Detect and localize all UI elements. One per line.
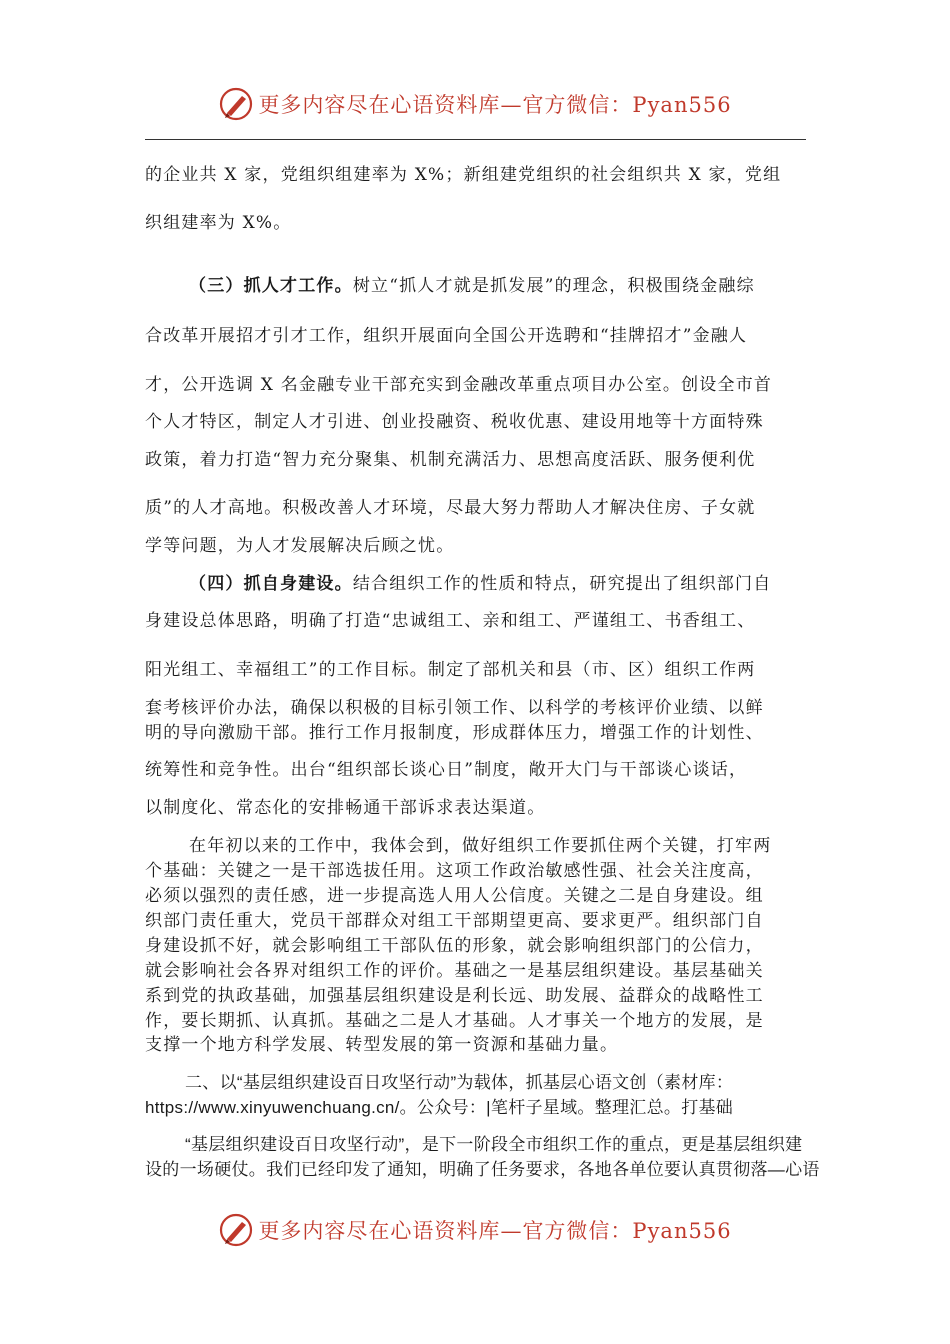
- section-heading-4: （四）抓自身建设。: [189, 574, 353, 594]
- header-banner: [0, 84, 950, 124]
- footer-banner: [0, 1210, 950, 1250]
- text-line: 个人才特区，制定人才引进、创业投融资、税收优惠、建设用地等十方面特殊: [145, 412, 764, 432]
- text-line: 系到党的执政基础，加强基层组织建设是利长远、助发展、益群众的战略性工: [145, 986, 764, 1006]
- text-line: https://www.xinyuwenchuang.cn/。公众号：|笔杆子星域。整理汇总。打基础: [145, 1098, 734, 1117]
- text-line: 政策，着力打造“智力充分聚集、机制充满活力、思想高度活跃、服务便利优: [145, 450, 756, 470]
- banner-separator: —: [500, 93, 523, 117]
- text-line: 以制度化、常态化的安排畅通干部诉求表达渠道。: [145, 798, 546, 818]
- text-line: 合改革开展招才引才工作，组织开展面向全国公开选聘和“挂牌招才”金融人: [145, 326, 748, 346]
- text-line: 支撑一个地方科学发展、转型发展的第一资源和基础力量。: [145, 1035, 619, 1055]
- text-line: 学等问题，为人才发展解决后顾之忧。: [145, 536, 455, 556]
- text-line: 才，公开选调 X 名金融专业干部充实到金融改革重点项目办公室。创设全市首: [145, 375, 773, 395]
- pen-logo-icon: [218, 1212, 254, 1248]
- text-line: 个基础：关键之一是干部选拔任用。这项工作政治敏感性强、社会关注度高，: [145, 861, 764, 881]
- text-line: 阳光组工、幸福组工”的工作目标。制定了部机关和县（市、区）组织工作两: [145, 660, 756, 680]
- text-line: 结合组织工作的性质和特点，研究提出了组织部门自: [352, 574, 772, 594]
- banner-title: 更多内容尽在心语资料库: [258, 1219, 501, 1243]
- text-line: 二、以“基层组织建设百日攻坚行动”为载体，抓基层心语文创（素材库：: [185, 1073, 734, 1092]
- section-heading-3: （三）抓人才工作。: [189, 276, 353, 296]
- text-line: 织部门责任重大，党员干部群众对组工干部期望更高、要求更严。组织部门自: [145, 911, 764, 931]
- text-line: 设的一场硬仗。我们已经印发了通知，明确了任务要求，各地各单位要认真贯彻落—心语: [145, 1160, 820, 1179]
- banner-wechat: 官方微信：Pyan556: [522, 93, 732, 117]
- text-line: 作，要长期抓、认真抓。基础之二是人才基础。人才事关一个地方的发展，是: [145, 1011, 764, 1031]
- text-line: 必须以强烈的责任感，进一步提高选人用人公信度。关键之二是自身建设。组: [145, 886, 764, 906]
- banner-wechat: 官方微信：Pyan556: [522, 1219, 732, 1243]
- text-line: 的企业共 X 家，党组织组建率为 X%；新组建党组织的社会组织共 X 家，党组: [145, 165, 782, 185]
- text-line: 套考核评价办法，确保以积极的目标引领工作、以科学的考核评价业绩、以鲜: [145, 698, 764, 718]
- paragraph-3: [145, 271, 755, 296]
- banner-separator: —: [500, 1219, 523, 1243]
- text-line: 身建设总体思路，明确了打造“忠诚组工、亲和组工、严谨组工、书香组工、: [145, 611, 756, 631]
- text-line: “基层组织建设百日攻坚行动”，是下一阶段全市组织工作的重点，更是基层组织建: [185, 1135, 803, 1154]
- text-line: 织组建率为 X%。: [145, 213, 292, 233]
- text-line: 质”的人才高地。积极改善人才环境，尽最大努力帮助人才解决住房、子女就: [145, 498, 756, 518]
- pen-logo-icon: [218, 86, 254, 122]
- text-line: 在年初以来的工作中，我体会到，做好组织工作要抓住两个关键，打牢两: [189, 836, 772, 856]
- text-line: 统筹性和竞争性。出台“组织部长谈心日”制度，敞开大门与干部谈心谈话，: [145, 760, 748, 780]
- banner-title: 更多内容尽在心语资料库: [258, 93, 501, 117]
- text-line: 就会影响社会各界对组织工作的评价。基础之一是基层组织建设。基层基础关: [145, 961, 764, 981]
- text-line: 树立“抓人才就是抓发展”的理念，积极围绕金融综: [352, 276, 755, 296]
- paragraph-4: [145, 569, 771, 594]
- header-rule: [145, 139, 806, 140]
- text-line: 身建设抓不好，就会影响组工干部队伍的形象，就会影响组织部门的公信力，: [145, 936, 764, 956]
- text-line: 明的导向激励干部。推行工作月报制度，形成群体压力，增强工作的计划性、: [145, 723, 764, 743]
